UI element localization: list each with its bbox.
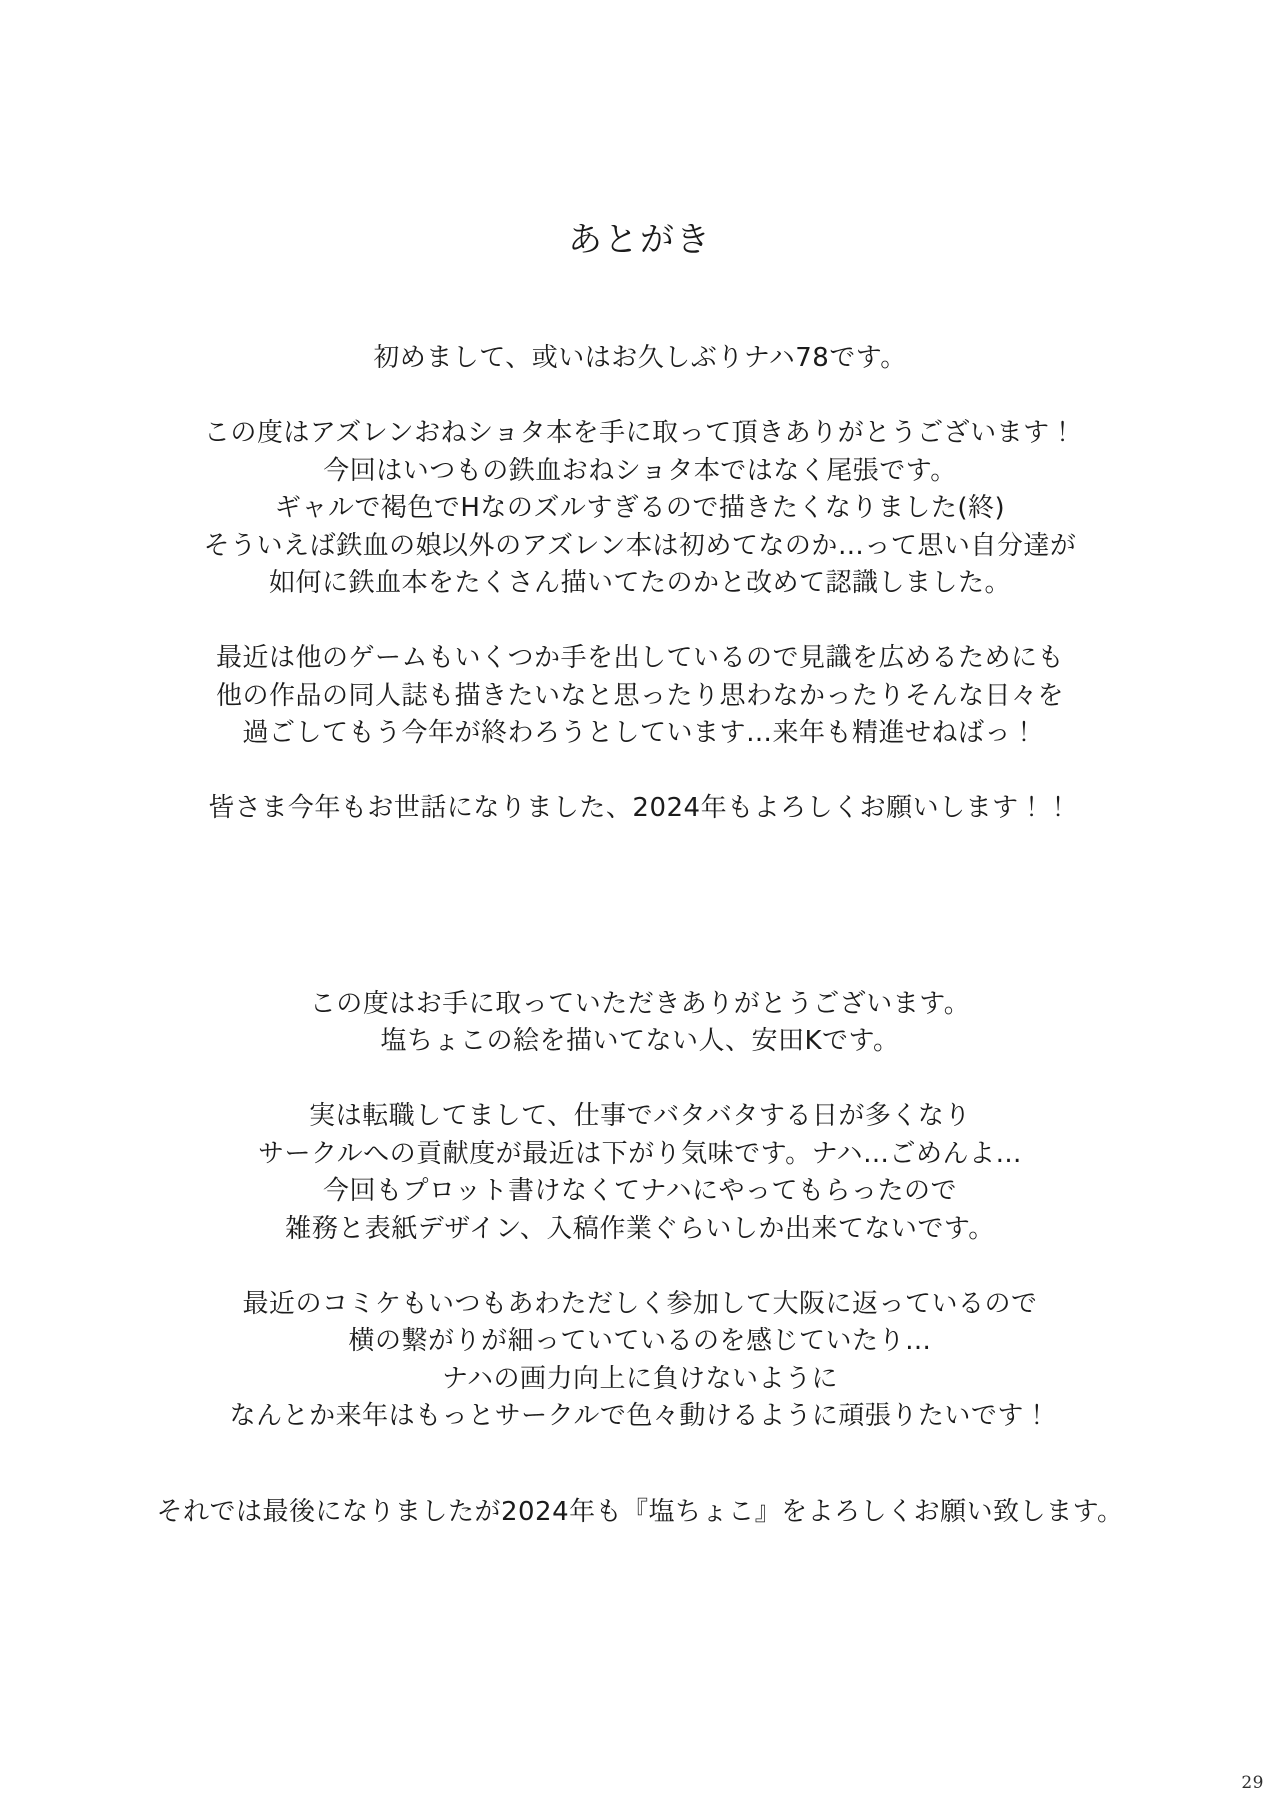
afterword-paragraph	[0, 415, 1280, 603]
afterword-line: 皆さま今年もお世話になりました、2024年もよろしくお願いします！！	[208, 793, 1072, 823]
afterword-paragraph	[0, 340, 1280, 378]
afterword-line: 塩ちょこの絵を描いてない人、安田Kです。	[380, 1026, 900, 1056]
page-number: 29	[1241, 1773, 1264, 1793]
afterword-line: 過ごしてもう今年が終わろうとしています…来年も精進せねばっ！	[242, 718, 1038, 748]
afterword-line: 如何に鉄血本をたくさん描いてたのかと改めて認識しました。	[268, 568, 1011, 598]
afterword-paragraph	[0, 1098, 1280, 1248]
afterword-paragraph	[0, 790, 1280, 828]
afterword-paragraph	[0, 1494, 1280, 1532]
afterword-line: 他の作品の同人誌も描きたいなと思ったり思わなかったりそんな日々を	[215, 680, 1064, 711]
afterword-line: 実は転職してまして、仕事でバタバタする日が多くなり	[309, 1101, 971, 1131]
afterword-line: 今回もプロット書けなくてナハにやってもらったので	[323, 1176, 957, 1206]
page-title: あとがき	[568, 220, 712, 260]
afterword-line: 最近は他のゲームもいくつか手を出しているので見識を広めるためにも	[215, 643, 1064, 673]
afterword-line: この度はお手に取っていただきありがとうございます。	[309, 988, 971, 1019]
afterword-line: サークルへの貢献度が最近は下がり気味です。ナハ…ごめんよ…	[257, 1138, 1023, 1169]
afterword-line: 今回はいつもの鉄血おねショタ本ではなく尾張です。	[323, 455, 957, 486]
afterword-line: 最近のコミケもいつもあわただしく参加して大阪に返っているので	[242, 1288, 1038, 1319]
afterword-line: それでは最後になりましたが2024年も『塩ちょこ』をよろしくお願い致します。	[156, 1496, 1124, 1527]
afterword-line: 初めまして、或いはお久しぶりナハ78です。	[373, 343, 907, 373]
afterword-paragraph	[0, 1286, 1280, 1436]
afterword-paragraph	[0, 640, 1280, 753]
afterword-line: ギャルで褐色でHなのズルすぎるので描きたくなりました(終)	[274, 493, 1006, 523]
afterword-line: 雑務と表紙デザイン、入稿作業ぐらいしか出来てないです。	[285, 1213, 995, 1244]
afterword-line: 横の繋がりが細っていているのを感じていたり…	[348, 1326, 932, 1356]
afterword-line: この度はアズレンおねショタ本を手に取って頂きありがとうございます！	[203, 418, 1077, 448]
afterword-line: なんとか来年はもっとサークルで色々動けるように頑張りたいです！	[229, 1401, 1051, 1431]
afterword-paragraph	[0, 986, 1280, 1061]
afterword-line: そういえば鉄血の娘以外のアズレン本は初めてなのか…って思い自分達が	[203, 530, 1077, 561]
afterword-line: ナハの画力向上に負けないように	[442, 1363, 838, 1394]
